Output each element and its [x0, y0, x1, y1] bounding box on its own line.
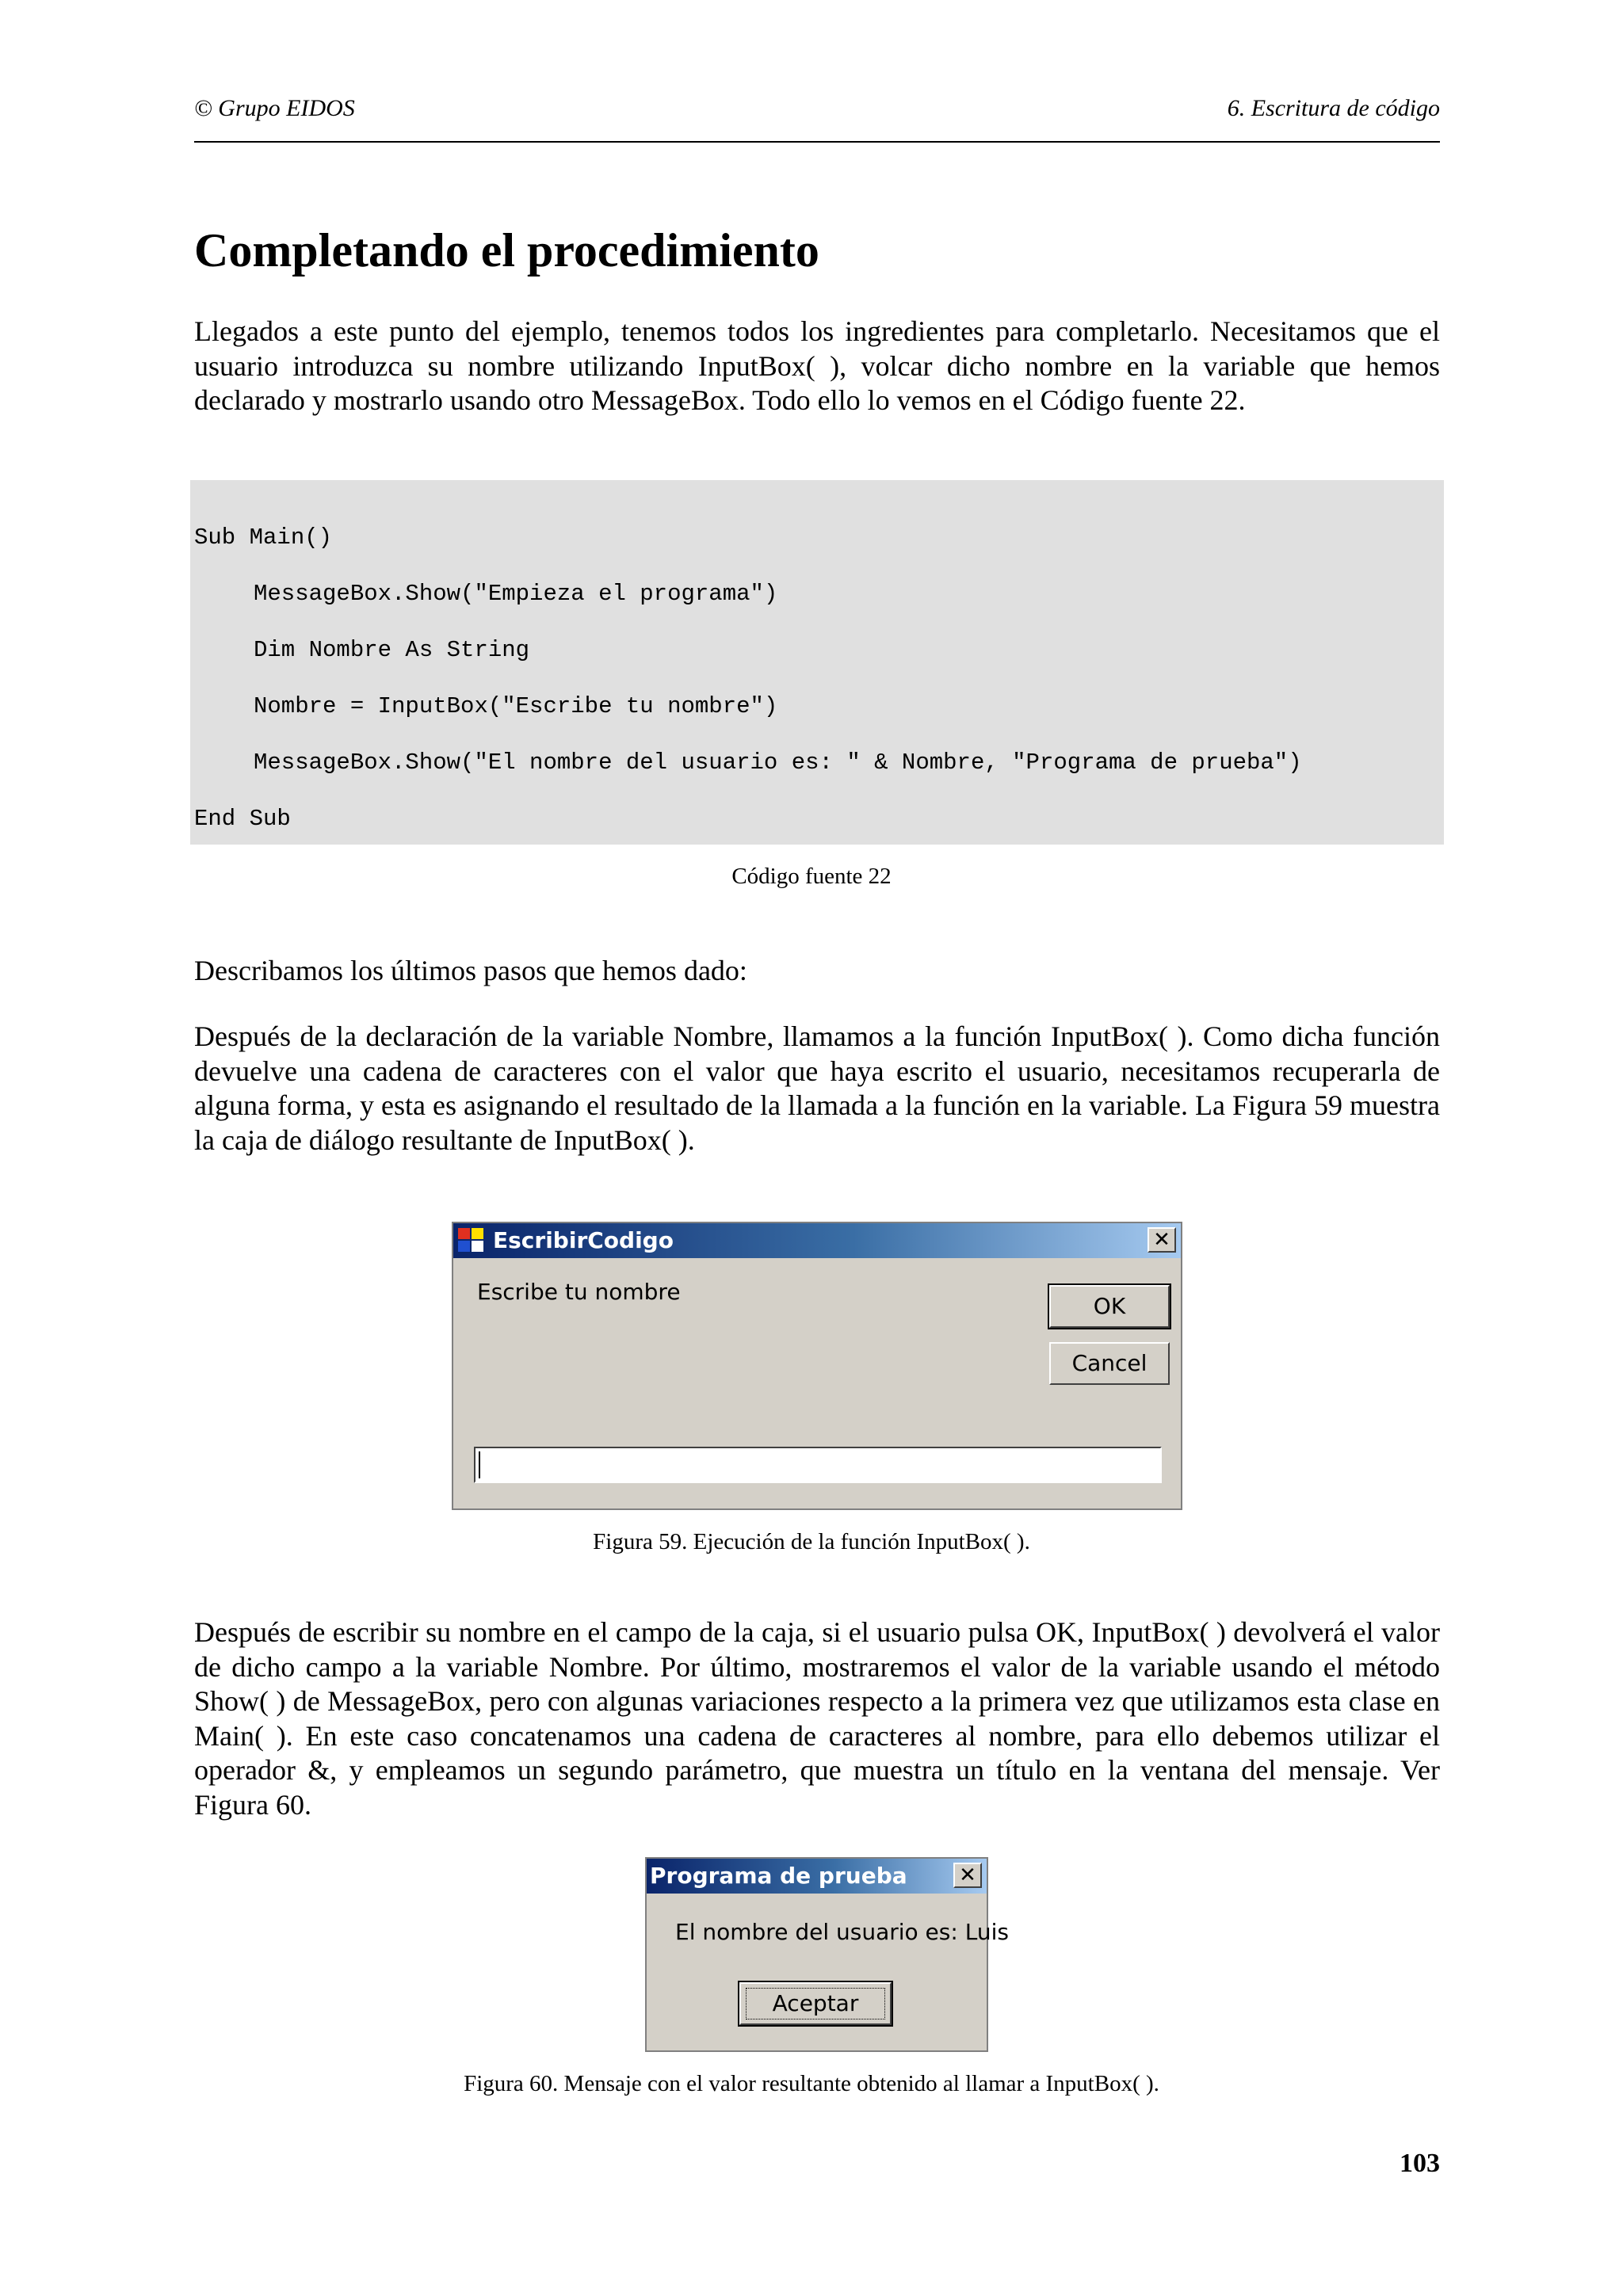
dialog-titlebar	[453, 1223, 1181, 1258]
code-line: End Sub	[194, 806, 291, 832]
section-title: Completando el procedimiento	[194, 224, 819, 277]
dialog-title: EscribirCodigo	[493, 1227, 674, 1253]
code-line: Nombre = InputBox("Escribe tu nombre")	[254, 693, 778, 719]
running-header	[194, 95, 1440, 143]
figure59-caption: Figura 59. Ejecución de la función InputBox( ).	[593, 1529, 1030, 1554]
code-line: Sub Main()	[194, 524, 333, 551]
close-button[interactable]	[953, 1863, 982, 1888]
cancel-button[interactable]: Cancel	[1049, 1342, 1170, 1385]
page-number: 103	[1400, 2149, 1440, 2178]
code-line: MessageBox.Show("Empieza el programa")	[254, 581, 778, 607]
close-button[interactable]	[1148, 1227, 1176, 1253]
dialog-titlebar	[647, 1859, 987, 1894]
text-caret	[479, 1451, 480, 1478]
paragraph-inputbox: Después de la declaración de la variable Nombre, llamamos a la función InputBox( ). Como dicha función devuelve una cadena de caracteres con el valor que haya escrito el usuario, necesitamos recuperarla de alguna forma, y esta es asignando el resultado de la llamada a la función en la variable. La Figura 59 muestra la caja de diálogo resultante de InputBox( ).	[194, 1020, 1440, 1156]
app-window-icon	[458, 1228, 485, 1253]
ok-button[interactable]: OK	[1049, 1285, 1170, 1328]
header-chapter: 6. Escritura de código	[1227, 95, 1440, 121]
name-input[interactable]	[474, 1447, 1162, 1483]
close-icon: ✕	[959, 1863, 976, 1887]
messagebox-dialog	[645, 1857, 1009, 2052]
message-text: El nombre del usuario es: Luis	[675, 1919, 1009, 1945]
close-icon: ✕	[1153, 1228, 1170, 1252]
focus-ring	[746, 1988, 885, 2019]
paragraph-messagebox: Después de escribir su nombre en el campo de la caja, si el usuario pulsa OK, InputBox( ) devolverá el valor de dicho campo a la variable Nombre. Por último, mostraremos el valor de la variable usando el método Show( ) de MessageBox, pero con algunas variaciones respecto a la primera vez que utilizamos esta clase en Main( ). En este caso concatenamos una cadena de caracteres al nombre, para ello debemos utilizar el operador &, y empleamos un segundo parámetro, que muestra un título en la ventana del mensaje. Ver Figura 60.	[194, 1616, 1440, 1821]
prompt-label: Escribe tu nombre	[477, 1279, 681, 1305]
code-caption: Código fuente 22	[731, 864, 892, 889]
code-line: MessageBox.Show("El nombre del usuario es: " & Nombre, "Programa de prueba")	[254, 749, 1302, 776]
paragraph-steps-intro: Describamos los últimos pasos que hemos dado:	[194, 955, 747, 986]
accept-label: Aceptar	[772, 1990, 859, 2016]
header-publisher: © Grupo EIDOS	[194, 95, 355, 121]
figure60-caption: Figura 60. Mensaje con el valor resultante obtenido al llamar a InputBox( ).	[464, 2071, 1159, 2096]
inputbox-dialog	[452, 1222, 1182, 1510]
dialog-title: Programa de prueba	[650, 1863, 907, 1889]
code-line: Dim Nombre As String	[254, 637, 530, 663]
paragraph-intro: Llegados a este punto del ejemplo, tenemos todos los ingredientes para completarlo. Necesitamos que el usuario introduzca su nombre utilizando InputBox( ), volcar dicho nombre en la variable que hemos declarado y mostrarlo usando otro MessageBox. Todo ello lo vemos en el Código fuente 22.	[194, 315, 1440, 416]
accept-button[interactable]	[739, 1982, 892, 2025]
code-block	[190, 480, 1444, 845]
